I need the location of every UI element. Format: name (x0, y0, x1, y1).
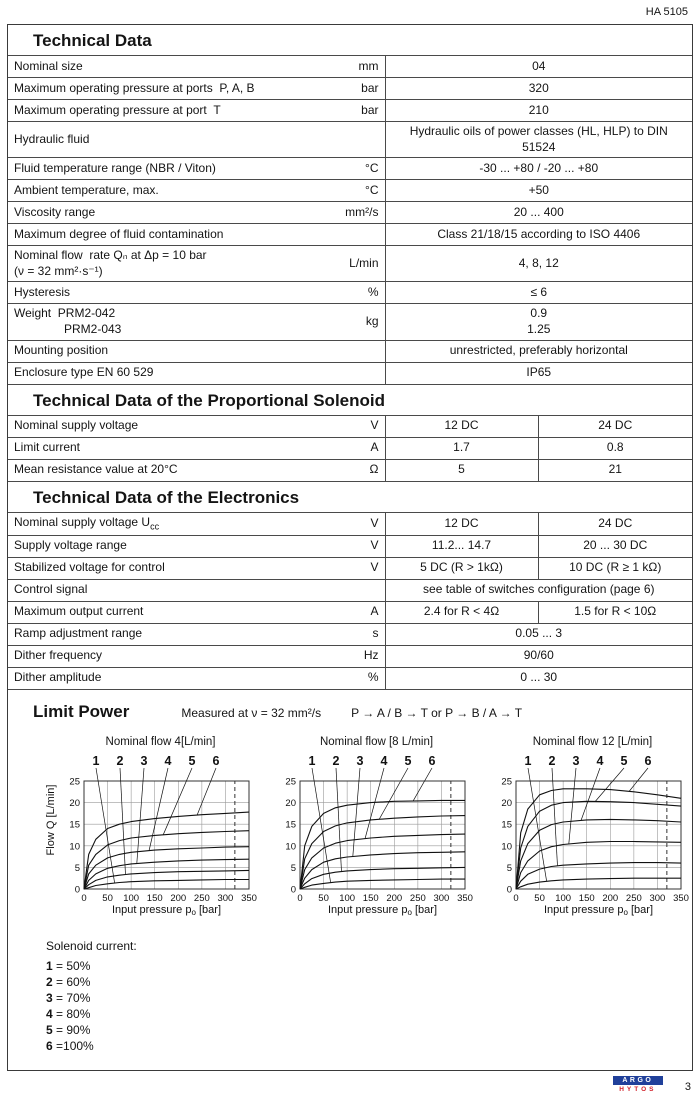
svg-text:350: 350 (457, 892, 473, 904)
svg-text:0: 0 (513, 892, 519, 904)
legend-item: 5 = 90% (46, 1022, 91, 1037)
table-row (8, 415, 692, 437)
svg-text:300: 300 (649, 892, 666, 904)
table-row (8, 78, 692, 100)
svg-text:5: 5 (290, 862, 296, 874)
row-value: Class 21/18/15 according to ISO 4406 (385, 224, 692, 246)
row-value-12v: 5 DC (R > 1kΩ) (385, 557, 538, 579)
curve-label: 3 (140, 753, 148, 768)
x-axis-label: Input pressure po [bar] (543, 903, 654, 917)
row-value-12v: 2.4 for R < 4Ω (385, 601, 538, 623)
svg-text:20: 20 (501, 797, 512, 809)
row-value: IP65 (385, 362, 692, 384)
row-label: Mounting position (8, 340, 333, 362)
limit-power-chart (480, 736, 689, 922)
page-number: 3 (684, 1081, 691, 1093)
svg-text:250: 250 (409, 892, 426, 904)
svg-text:150: 150 (362, 892, 379, 904)
chart-title: Nominal flow 4[L/min] (105, 735, 216, 748)
section-title-limit-power: Limit Power (33, 701, 130, 721)
limit-power-condition: P → A / B → T or P → B / A → T (351, 705, 523, 720)
curve-label: 6 (212, 753, 220, 768)
curve-label: 1 (524, 753, 532, 768)
svg-text:50: 50 (102, 892, 113, 904)
curve-label: 2 (116, 753, 124, 768)
table-row (8, 282, 692, 304)
doc-number: HA 5105 (645, 6, 688, 18)
row-label: Maximum operating pressure at ports P, A, B (8, 78, 333, 100)
section-title-technical-data: Technical Data (33, 31, 152, 50)
chart-canvas (48, 749, 257, 917)
svg-text:15: 15 (69, 819, 80, 831)
svg-text:100: 100 (123, 892, 140, 904)
content-frame (7, 24, 693, 1071)
row-label: Maximum operating pressure at port T (8, 100, 333, 122)
svg-text:10: 10 (501, 840, 512, 852)
svg-text:10: 10 (69, 840, 80, 852)
flow-curve-1 (300, 879, 465, 889)
limit-power-chart (264, 736, 473, 922)
row-value: 20 ... 400 (385, 202, 692, 224)
table-row (8, 304, 692, 340)
legend-item: 1 = 50% (46, 958, 91, 973)
svg-text:15: 15 (285, 819, 296, 831)
svg-text:300: 300 (217, 892, 234, 904)
row-unit (333, 362, 385, 384)
svg-text:350: 350 (673, 892, 689, 904)
row-unit: % (333, 667, 385, 689)
row-value-12v: 12 DC (385, 415, 538, 437)
row-label: Viscosity range (8, 202, 333, 224)
section-title-solenoid: Technical Data of the Proportional Solenoid (33, 390, 385, 410)
svg-text:200: 200 (602, 892, 619, 904)
curve-label: 3 (572, 753, 580, 768)
legend-item: 6 =100% (46, 1038, 94, 1053)
row-unit (333, 579, 385, 601)
row-unit: L/min (333, 246, 385, 282)
flow-curve-2 (300, 867, 465, 889)
row-label: Weight PRM2-042 PRM2-043 (8, 304, 333, 340)
svg-text:50: 50 (318, 892, 329, 904)
legend-item: 4 = 80% (46, 1006, 91, 1021)
row-label: Limit current (8, 437, 333, 459)
svg-text:100: 100 (555, 892, 572, 904)
svg-text:0: 0 (74, 884, 80, 896)
svg-text:0: 0 (297, 892, 303, 904)
row-value-24v: 1.5 for R < 10Ω (538, 601, 692, 623)
x-axis-label: Input pressure po [bar] (327, 903, 438, 917)
argo-hytos-logo (613, 1076, 663, 1093)
legend-title: Solenoid current: (46, 938, 137, 953)
curve-label: 6 (428, 753, 436, 768)
row-value: 4, 8, 12 (385, 246, 692, 282)
table-row (8, 180, 692, 202)
svg-text:25: 25 (69, 776, 80, 788)
row-unit: A (333, 437, 385, 459)
row-label: Fluid temperature range (NBR / Viton) (8, 158, 333, 180)
row-unit: °C (333, 158, 385, 180)
row-value: 0 ... 30 (385, 667, 692, 689)
row-label: Nominal supply voltage $U_{cc}$ (8, 512, 333, 535)
row-unit: A (333, 601, 385, 623)
logo-hytos-text: HYTOS (619, 1086, 657, 1093)
table-row (8, 579, 692, 601)
row-unit: Hz (333, 645, 385, 667)
row-value-12v: 11.2... 14.7 (385, 535, 538, 557)
solenoid-current-legend (46, 938, 692, 1054)
table-row (8, 535, 692, 557)
curve-label: 4 (596, 753, 604, 768)
row-unit: % (333, 282, 385, 304)
x-axis-label: Input pressure po [bar] (111, 903, 222, 917)
curve-label: 2 (332, 753, 340, 768)
chart-title: Nominal flow [8 L/min] (319, 735, 434, 748)
svg-text:150: 150 (578, 892, 595, 904)
row-value: 210 (385, 100, 692, 122)
row-unit: Ω (333, 459, 385, 481)
table-row (8, 459, 692, 481)
row-unit (333, 340, 385, 362)
curve-label: 2 (548, 753, 556, 768)
row-unit: mm (333, 56, 385, 78)
limit-power-subtitle: Measured at ν = 32 mm²/s (181, 705, 322, 720)
electronics-data-table (8, 512, 692, 690)
svg-text:25: 25 (501, 776, 512, 788)
curve-label: 5 (188, 753, 196, 768)
table-row (8, 362, 692, 384)
curve-label: 3 (356, 753, 364, 768)
svg-text:250: 250 (625, 892, 642, 904)
svg-text:0: 0 (290, 884, 296, 896)
row-value: see table of switches configuration (page 6) (385, 579, 692, 601)
curve-label: 4 (164, 753, 172, 768)
row-unit (333, 122, 385, 158)
svg-text:5: 5 (74, 862, 80, 874)
row-label: Nominal supply voltage (8, 415, 333, 437)
row-unit: s (333, 623, 385, 645)
row-value-24v: 10 DC (R ≥ 1 kΩ) (538, 557, 692, 579)
row-label: Maximum degree of fluid contamination (8, 224, 333, 246)
row-value-24v: 21 (538, 459, 692, 481)
table-row (8, 246, 692, 282)
flow-curve-3 (84, 859, 249, 889)
svg-text:350: 350 (241, 892, 257, 904)
svg-text:150: 150 (146, 892, 163, 904)
row-unit: °C (333, 180, 385, 202)
svg-text:250: 250 (193, 892, 210, 904)
table-row (8, 512, 692, 535)
row-label: Nominal size (8, 56, 333, 78)
row-unit: kg (333, 304, 385, 340)
curve-label: 1 (308, 753, 316, 768)
row-value-24v: 24 DC (538, 512, 692, 535)
row-label: Control signal (8, 579, 333, 601)
row-value: +50 (385, 180, 692, 202)
table-row (8, 224, 692, 246)
svg-text:200: 200 (386, 892, 403, 904)
table-row (8, 100, 692, 122)
curve-label: 6 (644, 753, 652, 768)
section-title-electronics: Technical Data of the Electronics (33, 487, 300, 507)
row-value: 90/60 (385, 645, 692, 667)
technical-data-table (8, 55, 692, 385)
table-row (8, 601, 692, 623)
row-value-24v: 0.8 (538, 437, 692, 459)
solenoid-data-table (8, 415, 692, 482)
table-row (8, 645, 692, 667)
chart-canvas (264, 749, 473, 917)
row-label: Mean resistance value at 20°C (8, 459, 333, 481)
limit-power-charts (45, 735, 692, 922)
row-unit (333, 224, 385, 246)
row-value-12v: 5 (385, 459, 538, 481)
table-row (8, 122, 692, 158)
limit-power-chart (45, 735, 257, 922)
row-label: Ramp adjustment range (8, 623, 333, 645)
row-value: 04 (385, 56, 692, 78)
svg-text:10: 10 (285, 840, 296, 852)
limit-power-header (33, 702, 692, 722)
row-label: Hydraulic fluid (8, 122, 333, 158)
svg-text:0: 0 (81, 892, 87, 904)
row-value: 0.05 ... 3 (385, 623, 692, 645)
row-unit: V (333, 557, 385, 579)
row-unit: mm²/s (333, 202, 385, 224)
svg-text:50: 50 (534, 892, 545, 904)
row-value-12v: 1.7 (385, 437, 538, 459)
table-row (8, 557, 692, 579)
svg-text:200: 200 (170, 892, 187, 904)
svg-text:20: 20 (69, 797, 80, 809)
flow-curve-6 (84, 812, 249, 889)
curve-label: 4 (380, 753, 388, 768)
row-label: Enclosure type EN 60 529 (8, 362, 333, 384)
table-row (8, 623, 692, 645)
row-unit: bar (333, 100, 385, 122)
table-row (8, 340, 692, 362)
chart-canvas (480, 749, 689, 917)
flow-curve-2 (516, 862, 681, 888)
row-unit: V (333, 415, 385, 437)
flow-curve-1 (84, 879, 249, 889)
row-label: Nominal flow rate Qₙ at Δp = 10 bar (ν = 32 mm²·s⁻¹) (8, 246, 333, 282)
table-row (8, 56, 692, 78)
flow-curve-1 (516, 878, 681, 889)
row-unit: V (333, 535, 385, 557)
y-axis-label: Flow Q [L/min] (45, 784, 57, 856)
row-value: -30 ... +80 / -20 ... +80 (385, 158, 692, 180)
svg-text:5: 5 (506, 862, 512, 874)
row-value: 320 (385, 78, 692, 100)
curve-label: 1 (92, 753, 100, 768)
svg-text:100: 100 (339, 892, 356, 904)
row-label: Stabilized voltage for control (8, 557, 333, 579)
curve-label: 5 (404, 753, 412, 768)
curve-label: 5 (620, 753, 628, 768)
svg-text:300: 300 (433, 892, 450, 904)
row-value: ≤ 6 (385, 282, 692, 304)
row-label: Dither frequency (8, 645, 333, 667)
row-value-12v: 12 DC (385, 512, 538, 535)
table-row (8, 202, 692, 224)
chart-title: Nominal flow 12 [L/min] (532, 735, 653, 748)
legend-item: 3 = 70% (46, 990, 91, 1005)
legend-item: 2 = 60% (46, 974, 91, 989)
svg-text:15: 15 (501, 819, 512, 831)
row-unit: V (333, 512, 385, 535)
row-unit: bar (333, 78, 385, 100)
row-value: Hydraulic oils of power classes (HL, HLP) to DIN 51524 (385, 122, 692, 158)
legend-items (46, 958, 692, 1054)
row-value-24v: 20 ... 30 DC (538, 535, 692, 557)
row-label: Hysteresis (8, 282, 333, 304)
page-footer (613, 1076, 691, 1093)
row-label: Supply voltage range (8, 535, 333, 557)
svg-text:0: 0 (506, 884, 512, 896)
table-row (8, 667, 692, 689)
row-label: Maximum output current (8, 601, 333, 623)
row-value: 0.9 1.25 (385, 304, 692, 340)
svg-text:20: 20 (285, 797, 296, 809)
row-label: Ambient temperature, max. (8, 180, 333, 202)
svg-text:25: 25 (285, 776, 296, 788)
logo-argo-text: ARGO (613, 1076, 663, 1085)
table-row (8, 158, 692, 180)
row-value-24v: 24 DC (538, 415, 692, 437)
row-label: Dither amplitude (8, 667, 333, 689)
row-value: unrestricted, preferably horizontal (385, 340, 692, 362)
table-row (8, 437, 692, 459)
